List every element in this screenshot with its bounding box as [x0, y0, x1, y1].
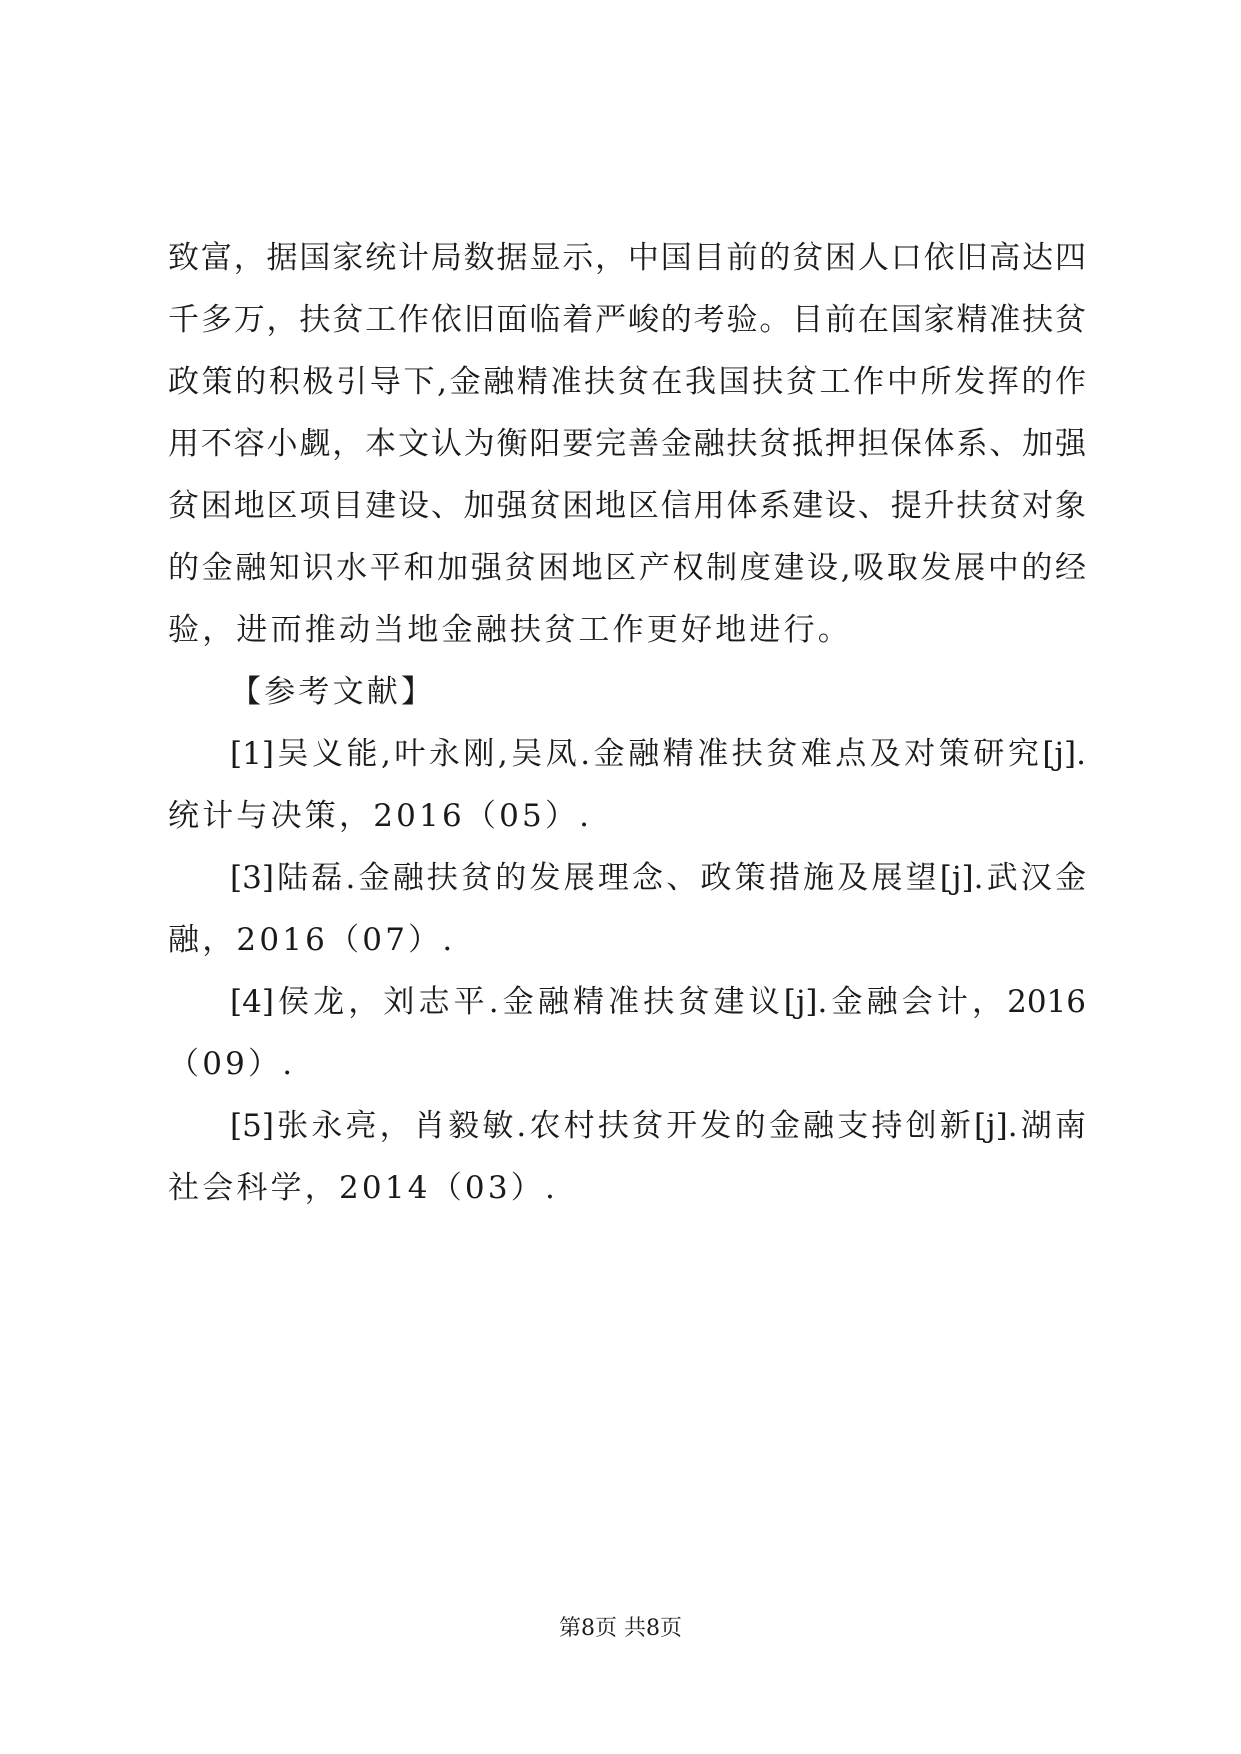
reference-item [168, 723, 1086, 847]
body-line: 验，进而推动当地金融扶贫工作更好地进行。 [168, 612, 852, 648]
body-line: 致富，据国家统计局数据显示，中国目前的贫困人口依旧高达四 [168, 240, 1086, 276]
reference-line: 统计与决策，2016（05）. [168, 798, 593, 834]
reference-line: 社会科学，2014（03）. [168, 1170, 558, 1206]
reference-line: [5]张永亮，肖毅敏.农村扶贫开发的金融支持创新[j].湖南 [230, 1108, 1086, 1144]
body-line: 千多万，扶贫工作依旧面临着严峻的考验。目前在国家精准扶贫 [168, 302, 1086, 338]
page-number-footer: 第8页 共8页 [559, 1616, 682, 1641]
reference-item [168, 847, 1086, 971]
reference-line: [1]吴义能,叶永刚,吴凤.金融精准扶贫难点及对策研究[j]. [230, 736, 1086, 772]
body-line: 用不容小觑，本文认为衡阳要完善金融扶贫抵押担保体系、加强 [168, 426, 1086, 462]
body-line: 政策的积极引导下,金融精准扶贫在我国扶贫工作中所发挥的作 [168, 364, 1086, 400]
document-content [168, 227, 1086, 1219]
reference-line: 融，2016（07）. [168, 922, 456, 958]
references-heading: 【参考文献】 [230, 674, 436, 710]
reference-item [168, 971, 1086, 1095]
body-line: 的金融知识水平和加强贫困地区产权制度建设,吸取发展中的经 [168, 550, 1086, 586]
reference-line: （09）. [168, 1046, 296, 1082]
reference-line: [3]陆磊.金融扶贫的发展理念、政策措施及展望[j].武汉金 [230, 860, 1086, 896]
reference-line: [4]侯龙，刘志平.金融精准扶贫建议[j].金融会计，2016 [230, 984, 1086, 1020]
reference-item [168, 1095, 1086, 1219]
body-line: 贫困地区项目建设、加强贫困地区信用体系建设、提升扶贫对象 [168, 488, 1086, 524]
